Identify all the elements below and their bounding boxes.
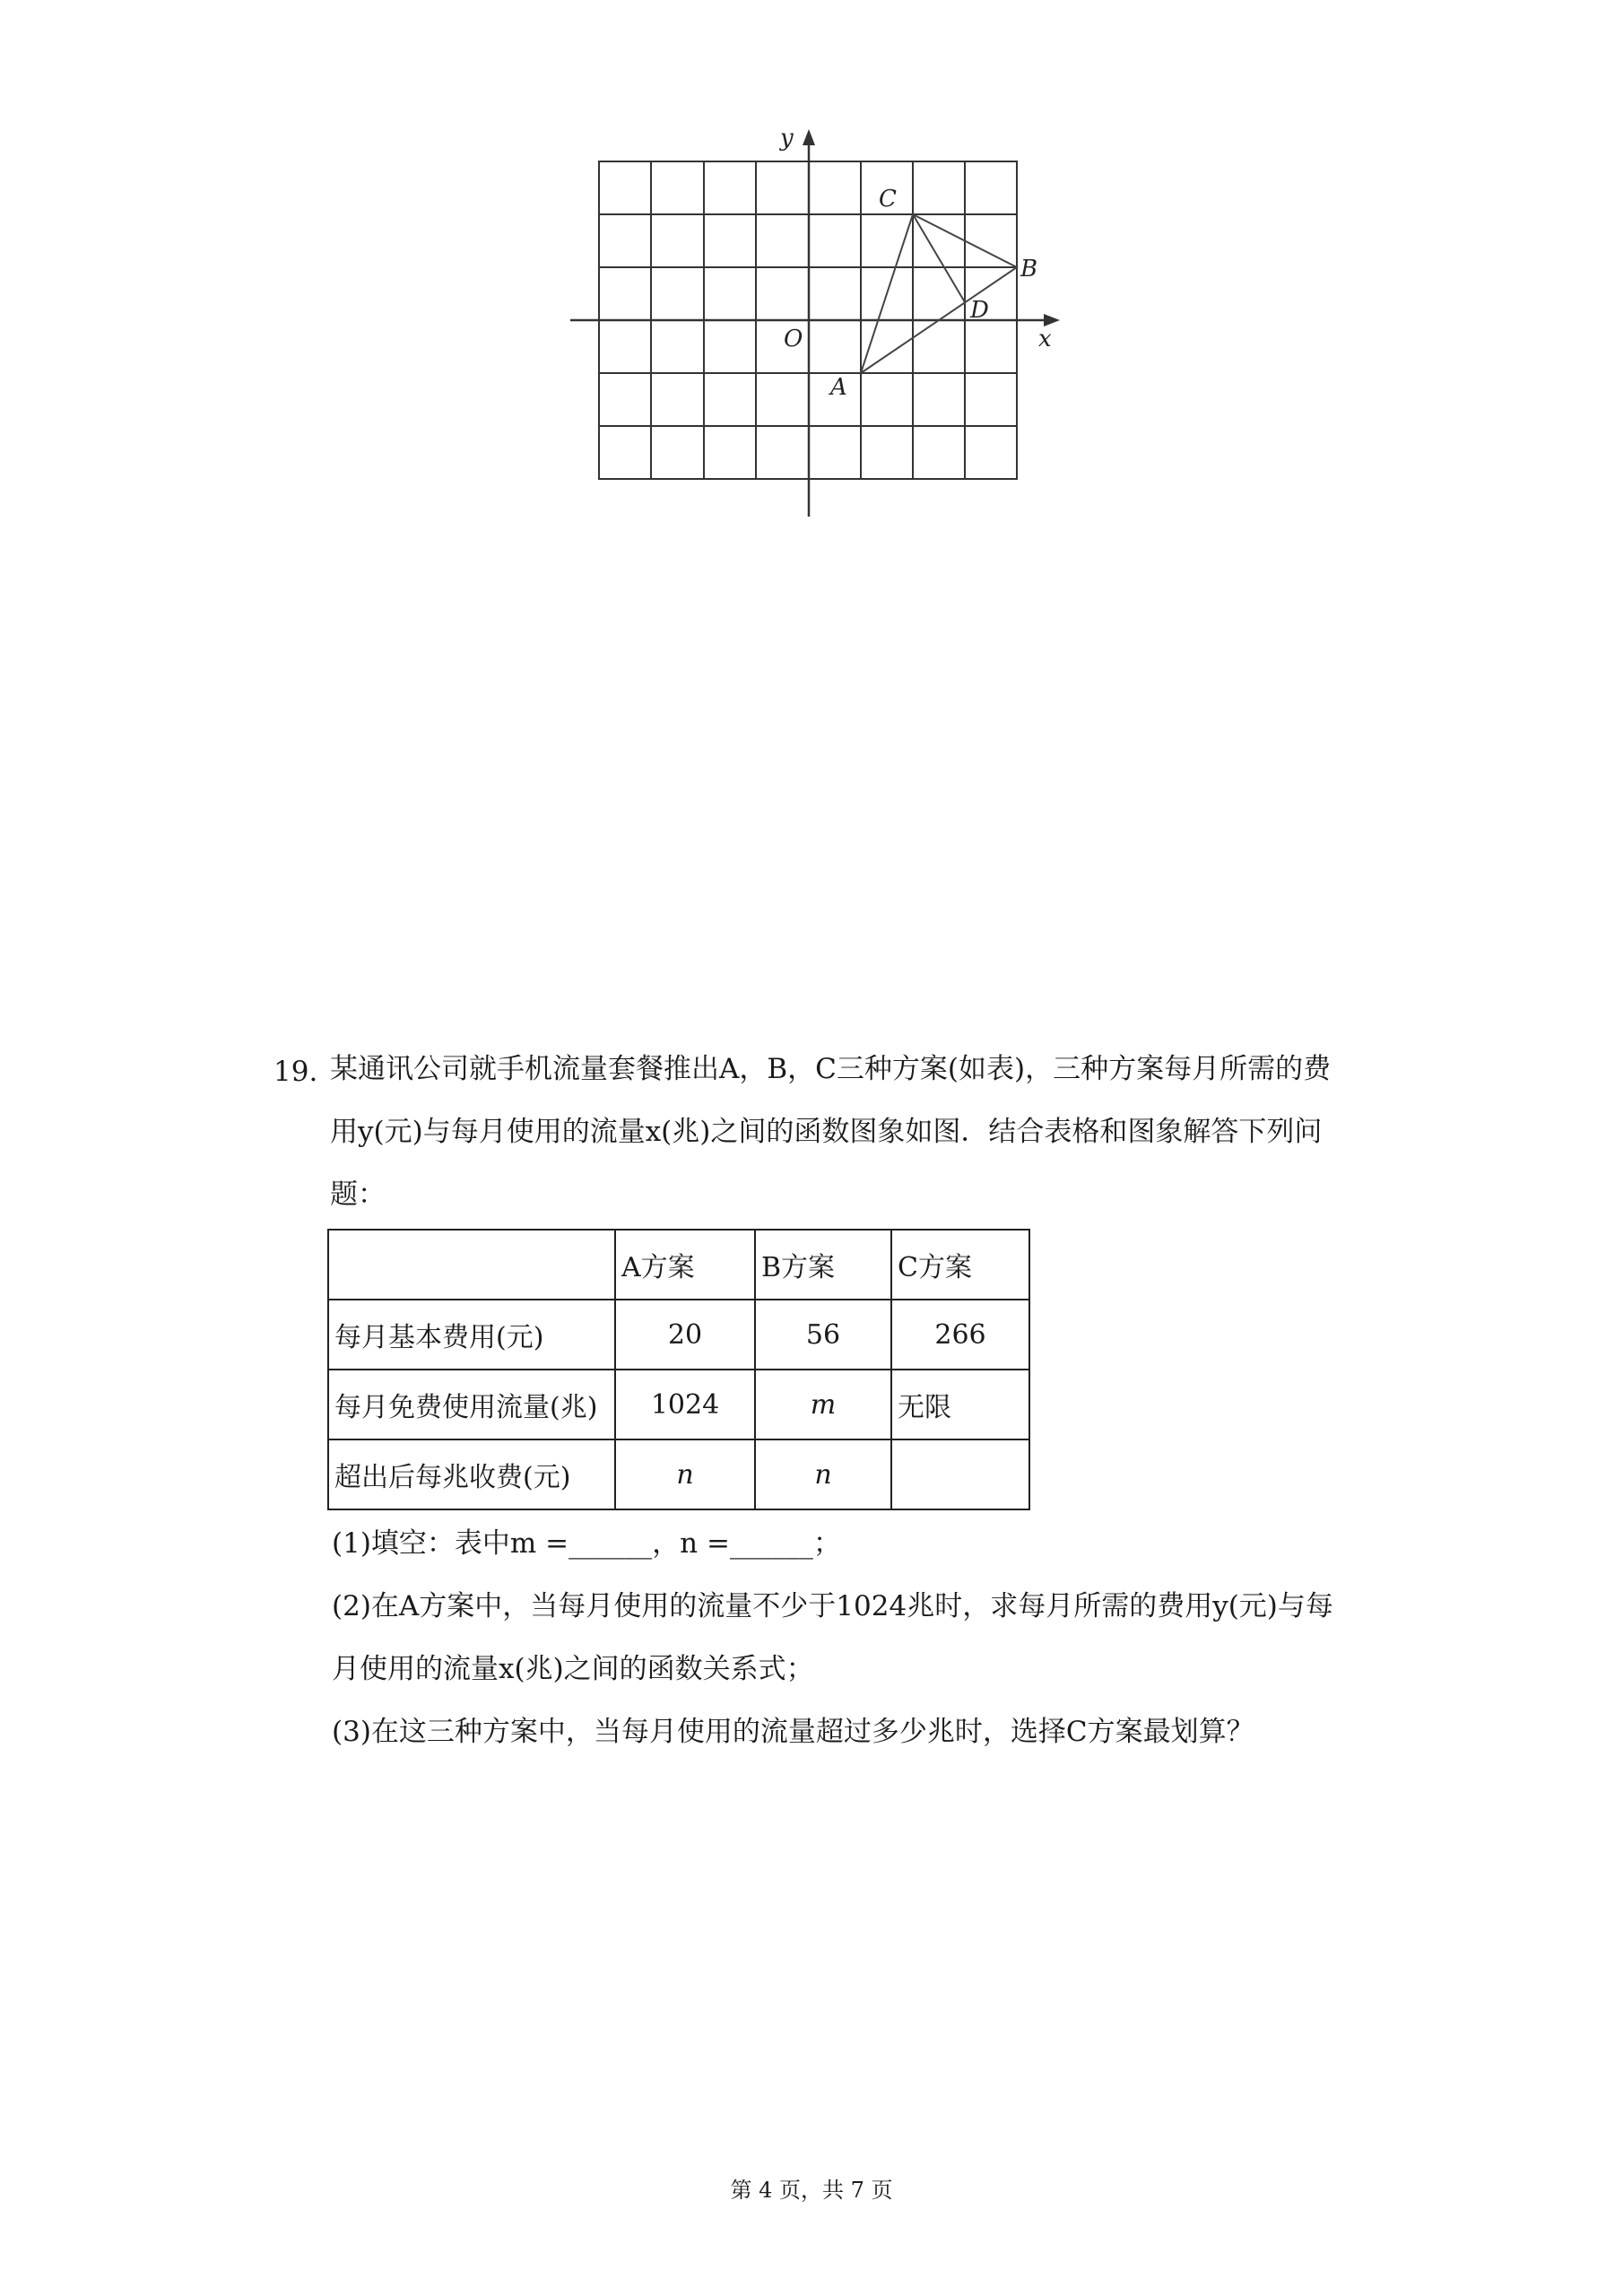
table-row (328, 1439, 1029, 1509)
page-footer: 第 4 页，共 7 页 (730, 2178, 893, 2203)
table-row-label: 每月免费使用流量(兆) (328, 1370, 615, 1439)
plans-table (327, 1229, 1030, 1510)
table-header-row (328, 1230, 1029, 1300)
question-line-2: 用y(元)与每月使用的流量x(兆)之间的函数图象如图．结合表格和图象解答下列问 (330, 1116, 1323, 1148)
table-cell: n (615, 1439, 755, 1509)
table-row (328, 1300, 1029, 1370)
x-axis-label: x (1038, 326, 1052, 352)
table-header-cell: B方案 (755, 1230, 891, 1300)
table-cell: 1024 (615, 1370, 755, 1439)
table-row-label: 每月基本费用(元) (328, 1300, 615, 1370)
coordinate-grid-figure (556, 117, 1076, 529)
subquestion-3: (3)在这三种方案中，当每月使用的流量超过多少兆时，选择C方案最划算？ (332, 1716, 1254, 1748)
subquestion-2-line-2: 月使用的流量x(兆)之间的函数关系式； (332, 1653, 814, 1685)
table-cell: n (755, 1439, 891, 1509)
table-header-cell (328, 1230, 615, 1300)
subquestion-2-line-1: (2)在A方案中，当每月使用的流量不少于1024兆时，求每月所需的费用y(元)与每 (332, 1590, 1333, 1622)
table-header-cell: C方案 (891, 1230, 1029, 1300)
triangle-abc (861, 214, 1017, 373)
question-line-3: 题： (330, 1178, 386, 1211)
question-line-1: 某通讯公司就手机流量套餐推出A，B，C三种方案(如表)，三种方案每月所需的费 (330, 1053, 1332, 1085)
table-cell: 56 (755, 1300, 891, 1370)
y-axis-label: y (780, 125, 794, 152)
y-axis-arrow (803, 129, 815, 145)
point-c-label: C (879, 186, 897, 213)
table-header-cell: A方案 (615, 1230, 755, 1300)
table-cell (891, 1439, 1029, 1509)
point-b-label: B (1020, 256, 1038, 283)
table-cell: 无限 (891, 1370, 1029, 1439)
x-axis-arrow (1044, 314, 1060, 326)
table-cell: m (755, 1370, 891, 1439)
point-a-label: A (830, 374, 847, 401)
question-number: 19. (273, 1056, 318, 1088)
subquestion-1: (1)填空：表中m =______，n =______； (332, 1527, 841, 1560)
table-cell: 20 (615, 1300, 755, 1370)
table-cell: 266 (891, 1300, 1029, 1370)
table-row-label: 超出后每兆收费(元) (328, 1439, 615, 1509)
point-d-label: D (970, 297, 989, 324)
origin-label: O (784, 326, 803, 352)
table-row (328, 1370, 1029, 1439)
